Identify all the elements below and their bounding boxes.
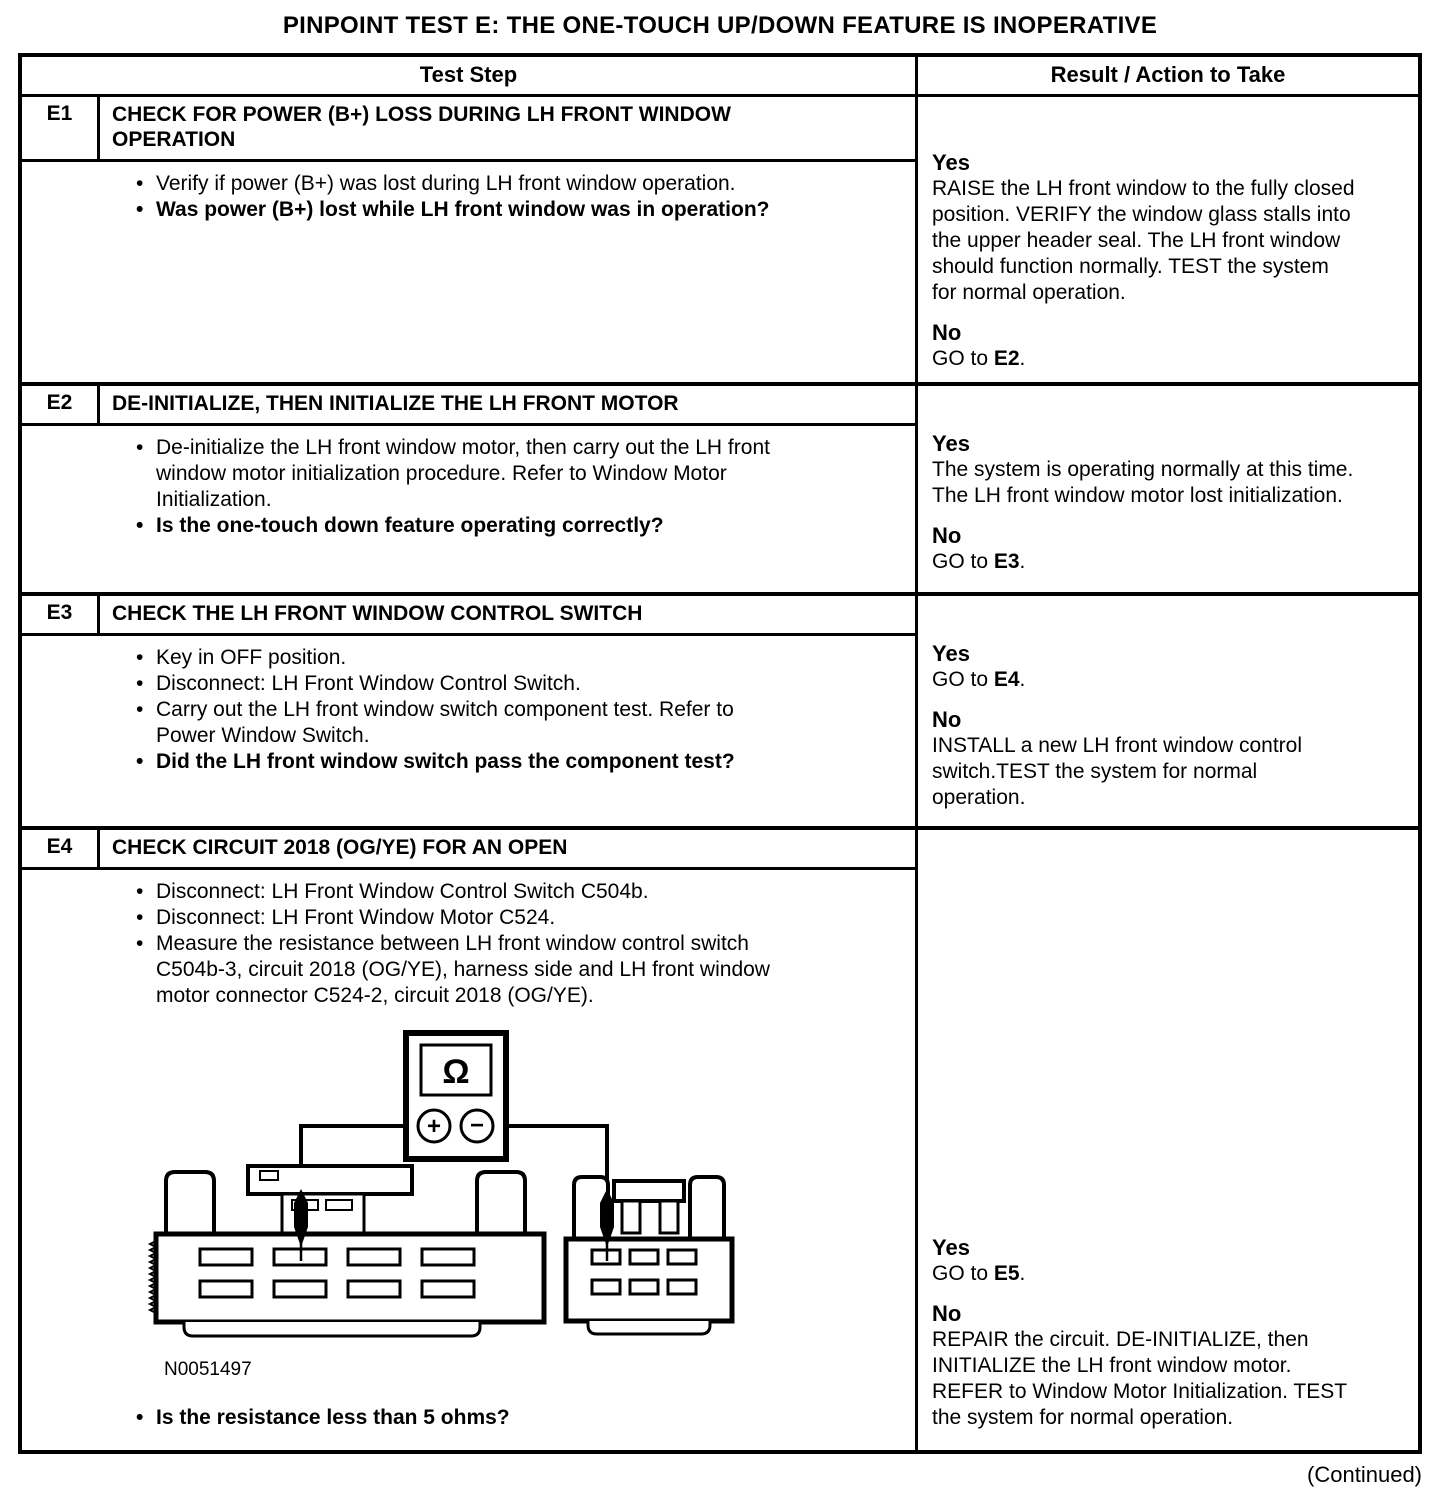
step-id: E2 <box>22 386 100 423</box>
step-id: E3 <box>22 596 100 633</box>
step-title: CHECK FOR POWER (B+) LOSS DURING LH FRONT WINDOW OPERATION <box>112 103 731 151</box>
result-label-yes: Yes <box>932 641 970 666</box>
connector-body <box>156 1234 544 1322</box>
step-id: E1 <box>22 97 100 159</box>
step-head <box>22 596 915 636</box>
step-title: CHECK CIRCUIT 2018 (OG/YE) FOR AN OPEN <box>112 836 568 859</box>
bullet-list <box>22 1405 915 1431</box>
step-row-e2 <box>22 382 1418 592</box>
connector-tab <box>690 1177 724 1240</box>
result-cell <box>915 596 1418 826</box>
bullet-list <box>22 171 915 223</box>
bullet-item: • Carry out the LH front window switch component test. Refer to Power Window Switch. <box>135 697 776 749</box>
step-head <box>22 830 915 870</box>
step-head <box>22 386 915 426</box>
figure-reference-number: N0051497 <box>164 1359 252 1380</box>
step-title: CHECK THE LH FRONT WINDOW CONTROL SWITCH <box>112 602 643 625</box>
bullet-item: • Disconnect: LH Front Window Control Switch C504b. <box>135 879 776 905</box>
step-head <box>22 97 915 162</box>
result-cell <box>915 386 1418 592</box>
test-step-cell <box>22 386 915 592</box>
column-header-result: Result / Action to Take <box>915 57 1418 94</box>
page-title: PINPOINT TEST E: THE ONE-TOUCH UP/DOWN FEATURE IS INOPERATIVE <box>282 12 1158 39</box>
test-step-cell <box>22 97 915 382</box>
bullet-list <box>22 645 915 775</box>
bullet-item-question: • Was power (B+) lost while LH front window was in operation? <box>135 197 776 223</box>
bullet-item-question: • Is the resistance less than 5 ohms? <box>135 1405 776 1431</box>
plus-sign: + <box>426 1113 442 1140</box>
ohm-symbol: Ω <box>442 1053 470 1091</box>
connector-foot <box>588 1321 710 1334</box>
connector-latch <box>614 1181 684 1201</box>
result-label-yes: Yes <box>932 150 970 175</box>
bullet-item: • Measure the resistance between LH front window control switch C504b-3, circuit 2018 (OG/YE), harness side and LH front window motor connector C524-2, circuit 2018 (OG/YE). <box>135 931 776 1009</box>
bullet-item-question: • Did the LH front window switch pass the component test? <box>135 749 776 775</box>
connector-switch-c504b <box>150 1166 544 1336</box>
result-action: REPAIR the circuit. DE-INITIALIZE, then INITIALIZE the LH front window motor. REFER to Window Motor Initialization. TEST the system for normal operation. <box>932 1328 1347 1429</box>
test-step-cell <box>22 830 915 1450</box>
result-action: INSTALL a new LH front window control switch.TEST the system for normal operation. <box>932 734 1303 809</box>
result-label-no: No <box>932 1301 962 1326</box>
bullet-list <box>22 879 915 1009</box>
bullet-item: • Verify if power (B+) was lost during LH front window operation. <box>135 171 776 197</box>
step-row-e4 <box>22 826 1418 1450</box>
result-action: GO to E2. <box>932 347 1026 370</box>
bullet-item: • Key in OFF position. <box>135 645 776 671</box>
connector-tab <box>477 1172 525 1235</box>
connector-motor-c524 <box>566 1177 732 1334</box>
result-action: GO to E5. <box>932 1262 1026 1285</box>
pinpoint-test-table <box>18 53 1422 1454</box>
bullet-item: • De-initialize the LH front window motor, then carry out the LH front window motor initialization procedure. Refer to Window Motor Initialization. <box>135 435 776 513</box>
step-id: E4 <box>22 830 100 867</box>
result-label-no: No <box>932 523 962 548</box>
bullet-item: • Disconnect: LH Front Window Motor C524. <box>135 905 776 931</box>
bullet-item-question: • Is the one-touch down feature operating correctly? <box>135 513 776 539</box>
result-action: GO to E3. <box>932 550 1026 573</box>
result-action: RAISE the LH front window to the fully closed position. VERIFY the window glass stalls into the upper header seal. The LH front window should function normally. TEST the system for normal operation. <box>932 177 1355 304</box>
bullet-item: • Disconnect: LH Front Window Control Switch. <box>135 671 776 697</box>
resistance-test-figure <box>122 1029 915 1381</box>
result-label-no: No <box>932 320 962 345</box>
test-step-cell <box>22 596 915 826</box>
result-cell <box>915 830 1418 1450</box>
table-header-row <box>22 57 1418 97</box>
result-label-yes: Yes <box>932 431 970 456</box>
latch-post <box>660 1201 678 1233</box>
continued-note: (Continued) <box>1307 1462 1422 1487</box>
minus-sign: − <box>469 1112 485 1139</box>
serrated-edge <box>150 1241 156 1313</box>
step-title: DE-INITIALIZE, THEN INITIALIZE THE LH FRONT MOTOR <box>112 392 679 415</box>
connector-foot <box>184 1322 480 1336</box>
connector-tab <box>166 1172 214 1235</box>
result-cell <box>915 97 1418 382</box>
result-action: The system is operating normally at this time. The LH front window motor lost initialization. <box>932 458 1354 507</box>
step-row-e1 <box>22 97 1418 382</box>
bullet-list <box>22 435 915 539</box>
result-label-yes: Yes <box>932 1235 970 1260</box>
column-header-test-step: Test Step <box>419 62 518 87</box>
step-row-e3 <box>22 592 1418 826</box>
result-label-no: No <box>932 707 962 732</box>
latch-post <box>622 1201 640 1233</box>
ohmmeter <box>406 1033 506 1159</box>
result-action: GO to E4. <box>932 668 1026 691</box>
